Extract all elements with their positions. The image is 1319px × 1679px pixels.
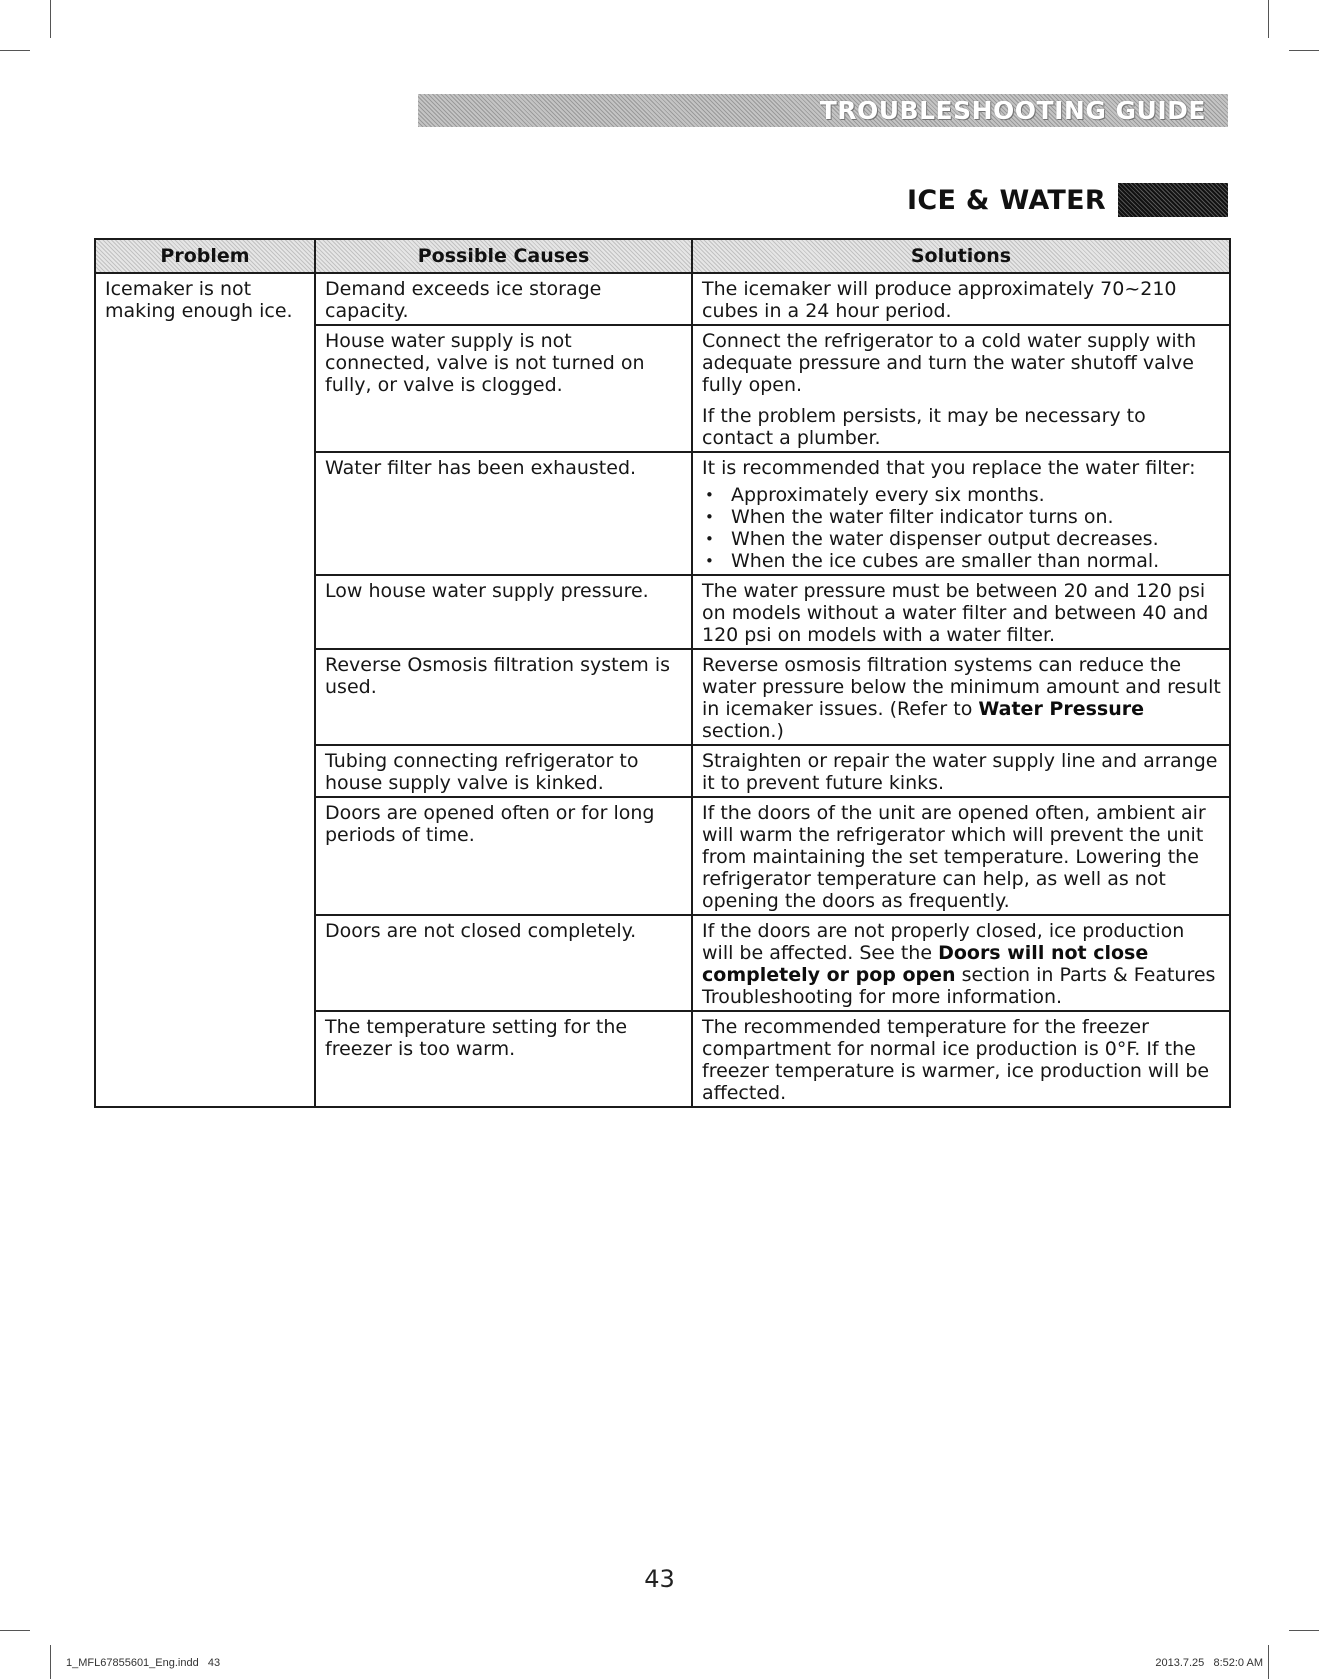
bullet-item: • When the water filter indicator turns on. — [731, 506, 1221, 528]
crop-mark — [1268, 0, 1269, 38]
crop-mark — [1289, 1630, 1319, 1631]
cause-cell: The temperature setting for the freezer is too warm. — [315, 1011, 692, 1107]
doors-reference: Doors will not close completely or pop open — [702, 942, 1149, 986]
solution-cell — [692, 273, 1230, 325]
solution-cell — [692, 325, 1230, 452]
page-number: 43 — [644, 1565, 675, 1593]
crop-mark — [0, 50, 30, 51]
solution-text — [702, 920, 1221, 1008]
solution-text: Connect the refrigerator to a cold water supply with adequate pressure and turn the water shutoff valve fully open. — [702, 330, 1197, 396]
solution-text-pre: If the doors are not properly closed, ice production will be affected. See the — [702, 920, 1185, 964]
cause-cell: Reverse Osmosis filtration system is used. — [315, 649, 692, 745]
crop-mark — [1289, 50, 1319, 51]
crop-mark — [0, 1630, 30, 1631]
solution-cell — [692, 1011, 1230, 1107]
water-pressure-reference: Water Pressure — [978, 698, 1145, 720]
crop-mark — [1268, 1645, 1269, 1679]
solution-text: Straighten or repair the water supply line and arrange it to prevent future kinks. — [702, 750, 1218, 794]
solution-text: If the doors of the unit are opened often, ambient air will warm the refrigerator which will prevent the unit from maintaining the set temperature. Lowering the refrigerator temperature can help, as well as not opening the doors as frequently. — [702, 802, 1206, 912]
solution-cell — [692, 649, 1230, 745]
solution-text: The water pressure must be between 20 and 120 psi on models without a water filter and between 40 and 120 psi on models with a water filter. — [702, 580, 1209, 646]
table-header-row — [95, 239, 1230, 273]
crop-mark — [50, 1645, 51, 1679]
bullet-item: • When the water dispenser output decreases. — [731, 528, 1221, 550]
troubleshooting-banner — [418, 94, 1228, 127]
bullet-list — [702, 484, 1221, 572]
solution-text: It is recommended that you replace the water filter: — [702, 457, 1196, 479]
solution-text-post: section in Parts & Features Troubleshooting for more information. — [702, 964, 1216, 1008]
solution-text — [702, 654, 1221, 742]
solution-text-post: section.) — [702, 720, 784, 742]
cause-cell: Water filter has been exhausted. — [315, 452, 692, 575]
table-row — [95, 273, 1230, 325]
banner-title: TROUBLESHOOTING GUIDE — [819, 96, 1206, 125]
cause-cell: Demand exceeds ice storage capacity. — [315, 273, 692, 325]
header-solutions: Solutions — [692, 239, 1230, 273]
bullet-item: • Approximately every six months. — [731, 484, 1221, 506]
footer-timestamp: 2013.7.25 8:52:0 AM — [1155, 1657, 1263, 1669]
solution-text: The icemaker will produce approximately 70~210 cubes in a 24 hour period. — [702, 278, 1177, 322]
cause-cell: Doors are not closed completely. — [315, 915, 692, 1011]
solution-cell — [692, 915, 1230, 1011]
solution-cell — [692, 745, 1230, 797]
troubleshooting-table — [94, 238, 1231, 1108]
problem-cell: Icemaker is not making enough ice. — [95, 273, 315, 1107]
bullet-item: • When the ice cubes are smaller than normal. — [731, 550, 1221, 572]
solution-cell — [692, 452, 1230, 575]
crop-mark — [50, 0, 51, 38]
solution-text-pre: Reverse osmosis filtration systems can reduce the water pressure below the minimum amount and result in icemaker issues. (Refer to — [702, 654, 1221, 720]
cause-cell: Doors are opened often or for long periods of time. — [315, 797, 692, 915]
header-problem: Problem — [95, 239, 315, 273]
solution-cell — [692, 797, 1230, 915]
section-title: ICE & WATER — [907, 184, 1106, 216]
cause-cell: Low house water supply pressure. — [315, 575, 692, 649]
header-possible-causes: Possible Causes — [315, 239, 692, 273]
solution-text: If the problem persists, it may be necessary to contact a plumber. — [702, 405, 1146, 449]
solution-cell — [692, 575, 1230, 649]
section-heading — [907, 183, 1228, 217]
cause-cell: House water supply is not connected, valve is not turned on fully, or valve is clogged. — [315, 325, 692, 452]
solution-text: The recommended temperature for the freezer compartment for normal ice production is 0°F. If the freezer temperature is warmer, ice production will be affected. — [702, 1016, 1210, 1104]
cause-cell: Tubing connecting refrigerator to house supply valve is kinked. — [315, 745, 692, 797]
section-marker — [1118, 183, 1228, 217]
footer-file-info: 1_MFL67855601_Eng.indd 43 — [66, 1657, 221, 1669]
